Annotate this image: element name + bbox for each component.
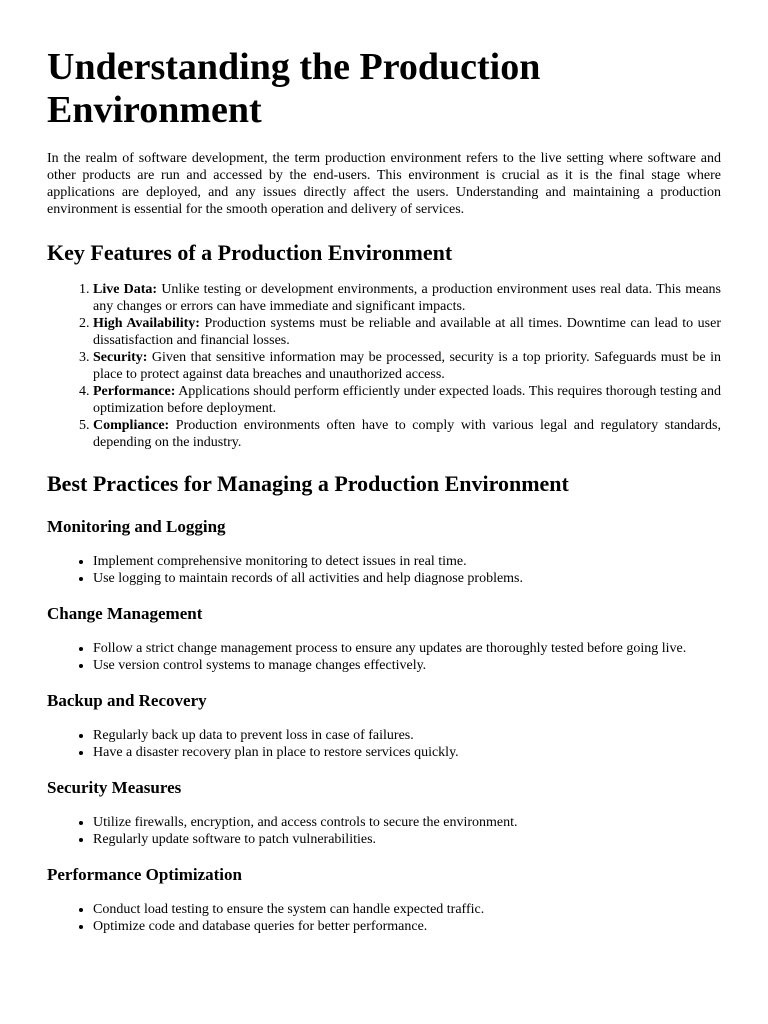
section-heading: Change Management — [47, 604, 203, 623]
feature-text: Unlike testing or development environments, a production environment uses real data. This means any changes or errors can have immediate and significant impacts. — [93, 282, 721, 314]
list-item: • Use version control systems to manage changes effectively. — [93, 657, 721, 674]
feature-item-performance — [93, 383, 721, 417]
feature-item-live-data — [93, 281, 721, 315]
section-heading: Security Measures — [47, 778, 182, 797]
features-heading: Key Features of a Production Environment — [47, 240, 453, 265]
list-item: • Conduct load testing to ensure the system can handle expected traffic. — [93, 901, 721, 918]
feature-text: Given that sensitive information may be processed, security is a top priority. Safeguards must be in place to protect against data breaches and unauthorized access. — [93, 350, 721, 382]
feature-text: Production environments often have to comply with various legal and regulatory standards, depending on the industry. — [93, 418, 722, 450]
feature-item-compliance — [93, 417, 721, 451]
section-performance-optimization — [47, 865, 721, 935]
section-monitoring-logging — [47, 517, 721, 587]
section-security-measures — [47, 778, 721, 848]
feature-item-high-availability — [93, 315, 721, 349]
feature-text: Applications should perform efficiently under expected loads. This requires thorough testing and optimization before deployment. — [93, 384, 721, 416]
list-item: • Utilize firewalls, encryption, and access controls to secure the environment. — [93, 814, 721, 831]
page-title: Understanding the Production Environment — [47, 46, 541, 131]
section-change-management — [47, 604, 721, 674]
section-heading: Backup and Recovery — [47, 691, 207, 710]
feature-text: Production systems must be reliable and available at all times. Downtime can lead to user dissatisfaction and financial losses. — [93, 316, 721, 348]
section-heading: Monitoring and Logging — [47, 517, 226, 536]
section-list — [47, 814, 721, 848]
practices-heading: Best Practices for Managing a Production Environment — [47, 471, 569, 496]
list-item: • Follow a strict change management process to ensure any updates are thoroughly tested before going live. — [93, 640, 721, 657]
feature-label: High Availability: — [93, 316, 200, 331]
list-item: • Have a disaster recovery plan in place to restore services quickly. — [93, 744, 721, 761]
list-item: • Implement comprehensive monitoring to detect issues in real time. — [93, 553, 721, 570]
section-heading: Performance Optimization — [47, 865, 242, 884]
feature-item-security — [93, 349, 721, 383]
feature-label: Security: — [93, 350, 148, 365]
feature-label: Live Data: — [93, 282, 158, 297]
list-item: • Optimize code and database queries for better performance. — [93, 918, 721, 935]
feature-label: Compliance: — [93, 418, 170, 433]
list-item: • Regularly update software to patch vulnerabilities. — [93, 831, 721, 848]
section-list — [47, 553, 721, 587]
list-item: • Use logging to maintain records of all activities and help diagnose problems. — [93, 570, 721, 587]
section-list — [47, 727, 721, 761]
feature-label: Performance: — [93, 384, 176, 399]
list-item: • Regularly back up data to prevent loss in case of failures. — [93, 727, 721, 744]
section-backup-recovery — [47, 691, 721, 761]
section-list — [47, 640, 721, 674]
intro-paragraph: In the realm of software development, the term production environment refers to the live setting where software and other products are run and accessed by the end-users. This environment is crucial as it is the final stage where applications are deployed, and any issues directly affect the users. Understanding and maintaining a production environment is essential for the smooth operation and delivery of services. — [47, 151, 721, 217]
section-list — [47, 901, 721, 935]
features-list — [47, 281, 721, 451]
